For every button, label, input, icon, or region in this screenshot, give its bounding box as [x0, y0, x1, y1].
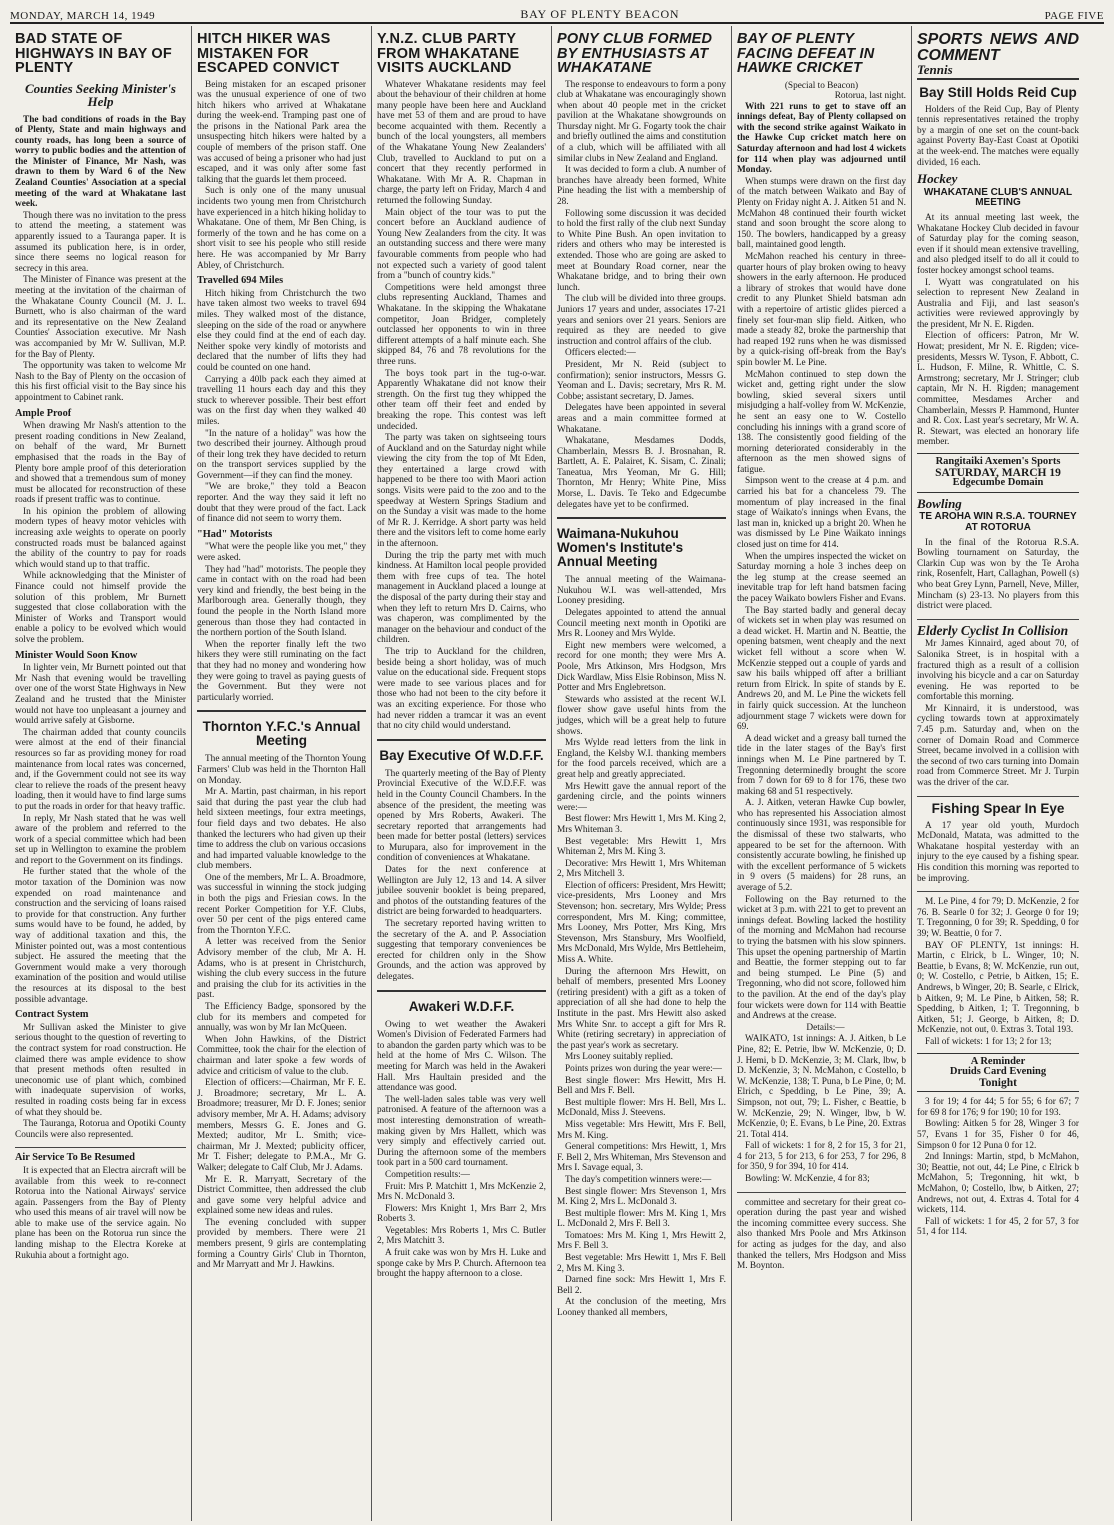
paragraph: A fruit cake was won by Mrs H. Luke and sponge cake by Mrs P. Church. Afternoon tea brought the happy afternoon to a close.	[377, 1248, 546, 1280]
divider	[377, 739, 546, 741]
divider	[557, 517, 726, 519]
headline-hawke-cricket: BAY OF PLENTY FACING DEFEAT IN HAWKE CRICKET	[737, 31, 875, 76]
paragraph: The secretary reported having written to the secretary of the A. and P. Association suggesting that temporary conveniences be erected for children only in the Show Grounds, and the action was approved by delegates.	[377, 919, 546, 982]
paragraph: Best single flower: Mrs Hewitt, Mrs H. Bell and Mrs F. Bell.	[557, 1075, 726, 1097]
paragraph: Best multiple flower: Mrs H. Bell, Mrs L. McDonald, Miss J. Steevens.	[557, 1097, 726, 1119]
subheading: Minister Would Soon Know	[15, 649, 138, 661]
notice-line: Tonight	[979, 1076, 1017, 1089]
paragraph: Election of officers: Patron, Mr W. Howat; president, Mr N. E. Rigden; vice-presidents, Messrs W. Tyson, F. Abbott, C. L. Hudson, F. Milne, R. Whittle, C. S. Armstrong; secretary, Mr J. Stringer; club captain, Mr N. H. Rigden; management committee, Mesdames Archer and Chamberlain, Messrs P. Hammond, Hunter and R. Cox. Last year's secretary, Mr W. A. R. Stewart, was elected an honorary life member.	[917, 331, 1079, 448]
paragraph: Stewards who assisted at the recent W.I. flower show gave useful hints from the judges, which will be a great help to future shows.	[557, 694, 726, 737]
paragraph: Details:—	[806, 1022, 845, 1033]
scorecard-text: BAY OF PLENTY, 1st innings: H. Martin, c Elrick, b L. Winger, 10; N. Beattie, b Evans, 8; W. McKenzie, run out, 0; W. Costello, c Petrie, b Aitken, 15; E. Andrews, b Winger, 20; B. Searle, c Elrick, b Aitken, 9; M. Le Pine, b Aitken, 58; R. Spedding, b Aitken, 1; T. Tregonning, b Aitken, 51; J. George, b Aitken, 8; D. McKenzie, not out, 0. Extras 3. Total 193.	[917, 940, 1079, 1036]
paragraph: "What were the people like you met," they were asked.	[197, 542, 366, 564]
subheading: Travelled 694 Miles	[197, 275, 284, 287]
notice-axemen	[917, 453, 1079, 493]
divider	[197, 710, 366, 712]
paragraph: The annual meeting of the Thornton Young Farmers' Club was held in the Thornton Hall on Monday.	[197, 754, 366, 786]
divider	[737, 1192, 906, 1193]
paragraph: Hitch hiking from Christchurch the two have taken almost two weeks to travel 694 miles. They walked most of the distance, sleeping on the side of the road or anywhere else they could find at the end of each day. Neither spoke very kindly of motorists and declared that the number of lifts they had could be counted on one hand.	[197, 288, 366, 373]
headline-awakeri: Awakeri W.D.F.F.	[408, 998, 515, 1014]
scorecard-text: Fall of wickets: 1 for 13; 2 for 13;	[925, 1036, 1052, 1047]
paragraph: Mrs Hewitt gave the annual report of the gardening circle, and the points winners were:—	[557, 781, 726, 813]
paragraph: Delegates have been appointed in several areas and a main committee formed at Whakatane.	[557, 403, 726, 435]
paragraph: Though there was no invitation to the press to attend the meeting, a statement was apparently issued to a Tauranga paper. It is assumed its publication here, is in order, since there seems no logical reason for secrecy in this area.	[15, 210, 186, 274]
paragraph: The Minister of Finance was present at the meeting at the invitation of the chairman of the Whakatane County Council (M. J. L. Burnett, who is also chairman of the ward and its representative on the New Zealand Counties' Association executive. Mr Nash was accompanied by Mr W. Sullivan, M.P. for the Bay of Plenty.	[15, 275, 186, 360]
paragraph: In lighter vein, Mr Burnett pointed out that Mr Nash that evening would be travelling over one of the worst State Highways in New Zealand and he trusted that the Minister would not have too unpleasant a journey and would arrive safely at Gisborne.	[15, 663, 186, 727]
paragraph: The day's competition winners were:—	[565, 1174, 712, 1185]
paragraph: Following on the Bay returned to the wicket at 3 p.m. with 221 to get to prevent an innings defeat. Bowling lacked the hostility of the morning and McMahon had recourse to trying the batsmen with his slow spinners. This upset the opening partnership of Martin and Beattie, the former stepping out to far and being stumped. Le Pine (5) and Tregonning, who did not score, followed him to the pavilion. At the end of the day's play four wickets were down for 114 with Beattie and Andrews at the crease.	[737, 894, 906, 1022]
special-credit: (Special to Beacon)	[784, 80, 859, 91]
paragraph: When drawing Mr Nash's attention to the present roading conditions in New Zealand, on behalf of the ward, Mr Burnett emphasised that the roads in the Bay of Plenty bore ample proof of this deterioration and showed that a tremendous sum of money must be allocated for reconstruction of these roads if present traffic was to continue.	[15, 421, 186, 506]
paragraph: The opportunity was taken to welcome Mr Nash to the Bay of Plenty on the occasion of this his first official visit to the Bay since his appointment to Cabinet rank.	[15, 361, 186, 403]
headline-te-aroha: TE AROHA WIN R.S.A. TOURNEY AT ROTORUA	[919, 511, 1077, 533]
headline-whakatane-club: WHAKATANE CLUB'S ANNUAL MEETING	[923, 186, 1073, 209]
lead-paragraph: The bad conditions of roads in the Bay of Plenty, State and main highways and county roads, has long been a source of worry to public bodies and the attention of the Minister of Finance, Mr Nash, was drawn to them by Ward 6 of the New Zealand Counties' Association at a special meeting of the ward at Whakatane last week.	[15, 114, 186, 210]
paragraph: The Tauranga, Rotorua and Opotiki County Councils were also represented.	[15, 1119, 186, 1140]
paragraph: "In the nature of a holiday" was how the two described their journey. Although proud of their long trek they have decided to return on the transport services supplied by the Government—if they can find the money.	[197, 428, 366, 481]
scorecard-text: Bowling: Aitken 5 for 28, Winger 3 for 57, Evans 1 for 35, Fisher 0 for 46, Simpson 0 for 12 Puna 0 for 12.	[917, 1119, 1079, 1151]
paragraph: When stumps were drawn on the first day of the match between Waikato and Bay of Plenty on Friday night A. J. Aitken 51 and N. McMahon 48 continued their fourth wicket stand and soon brought the score along to 150. The bowlers, handicapped by a greasy ball, maintained good length.	[737, 176, 906, 251]
paragraph: Whakatane, Mesdames Dodds, Chamberlain, Messrs B. J. Brosnahan, R. Bartlett, A. E. Palairet, K. Sisam, C. Zinali; Taneatua, Mrs Yeoman, Mr G. Hill; Thornton, Mr Henry; White Pine, Miss Morse, L. Davis. Te Teko and Edgecumbe delegates have yet to be confirmed.	[557, 436, 726, 510]
paragraph: In the final of the Rotorua R.S.A. Bowling tournament on Saturday, the Clarkin Cup was won by the Te Aroha rink, Rosenfelt, Hart, Callaghan, Powell (s) who beat Grey Lynn, Parnell, Neve, Miller, Mincham (s) 23-13. No players from this district were placed.	[917, 537, 1079, 612]
paragraph: Darned fine sock: Mrs Hewitt 1, Mrs F. Bell 2.	[557, 1275, 726, 1296]
paragraph: Tomatoes: Mrs M. King 1, Mrs Hewitt 2, Mrs F. Bell 3.	[557, 1230, 726, 1252]
paragraph: committee and secretary for their great co-operation during the past year and wished the incoming committee every success. She also thanked Mrs Poole and Mrs Atkinson for acting as judges for the day, and also thanked the tellers, Mrs Hodgson and Miss M. Boynton.	[737, 1197, 906, 1272]
paragraph: Being mistaken for an escaped prisoner was the unusual experience of one of two hitch hikers who arrived at Whakatane during the week-end. Tramping past one of the prisons in the National Park area the unsuspecting hitch hikers were halted by a couple of members of the prison staff. One was accused of being a prisoner who had just escaped, and it was only after some fast talking that the guards let them proceed.	[197, 79, 366, 185]
headline-ynz-club: Y.N.Z. CLUB PARTY FROM WHAKATANE VISITS AUCKLAND	[377, 31, 520, 76]
paragraph: Officers elected:—	[565, 348, 636, 359]
headline-thornton: Thornton Y.F.C.'s Annual Meeting	[202, 719, 361, 749]
paragraph: Best vegetable: Mrs Hewitt 1, Mrs F. Bell 2, Mrs M. King 3.	[557, 1253, 726, 1274]
column-4	[552, 26, 732, 1521]
paragraph: Whatever Whakatane residents may feel about the behaviour of their children at home many people have been here and Auckland have met 53 of them and are proud to have become acquainted with them. Recently a bunch of the local youngsters, all members of the Whakatane Young New Zealanders' Club, travelled to Auckland to put on a concert that they recently performed in Whakatane. With Mr A. R. Chapman in charge, the party left on Friday, March 4 and returned the following Sunday.	[377, 79, 546, 207]
column-3	[372, 26, 552, 1521]
paragraph: Flowers: Mrs Knight 1, Mrs Barr 2, Mrs Roberts 3.	[377, 1203, 546, 1225]
paragraph: He further stated that the whole of the motor taxation of the Dominion was now expended on road maintenance and construction and the servicing of loans raised to provide for that construction. Any further sums would have to be found, he added, by way of additional taxation and this, the Minister pointed out, was a most contentious subject. He assured the meeting that the Government would make a very thorough examination of the position and would utilise the resources at its disposal to the best possible advantage.	[15, 867, 186, 1005]
paragraph: It was decided to form a club. A number of branches have already been formed, White Pine heading the list with a membership of 28.	[557, 165, 726, 208]
paragraph: Competition results:—	[385, 1169, 470, 1180]
paragraph: The party was taken on sightseeing tours of Auckland and on the Saturday night while viewing the city from the top of Mt Eden, they entertained a large crowd with happened to be there too with Maori action songs. Visits were paid to the zoo and to the speedway at Western Springs Stadium and on the Sunday a visit was made to the home of Mr R. J. Kerridge. A short party was held there and the visitors left to come home early in the afternoon.	[377, 433, 546, 550]
divider	[15, 1147, 186, 1148]
paragraph: Election of officers: President, Mrs Hewitt; vice-presidents, Mrs Looney and Mrs Stevenson; hon. secretary, Mrs Wylde; Press correspondent, Mrs M. King; committee, Mrs Looney, Mrs Potter, Mrs King, Mrs Stevenson, Mrs Stansbury, Mrs Woolfield, Mrs McDonald, Mrs Wylde, Mrs Bettleheim, Miss A. White.	[557, 880, 726, 966]
paragraph: During the trip the party met with much kindness. At Hamilton local people provided them with free cups of tea. The hotel management in Auckland placed a lounge at the disposal of the party during their stay and when they left to return Mrs D. Cairns, who was chaperon, was complimented by the manager on the behaviour and conduct of the children.	[377, 550, 546, 646]
notice-line: SATURDAY, MARCH 19	[935, 466, 1061, 479]
paragraph: Owing to wet weather the Awakeri Women's Division of Federated Farmers had to abandon the garden party which was to be held at the home of Mrs C. Wilson. The meeting for March was held in the Awakeri Hall. Mrs Haultain presided and the attendance was good.	[377, 1019, 546, 1094]
paragraph: Vegetables: Mrs Roberts 1, Mrs C. Butler 2, Mrs Matchitt 3.	[377, 1225, 546, 1247]
paragraph: The trip to Auckland for the children, beside being a short holiday, was of much value on the educational side. Frequent stops were made to see various places and for those who had not been to the city before it was an exciting experience. For those who had never ridden a tramcar it was an event that no city child would understand.	[377, 646, 546, 732]
columns	[10, 26, 1104, 1521]
paragraph: Best flower: Mrs Hewitt 1, Mrs M. King 2, Mrs Whiteman 3.	[557, 814, 726, 835]
paragraph: I. Wyatt was congratulated on his selection to represent New Zealand in Australia and Fiji, and last season's activities were reviewed approvingly by the president, Mr N. E. Rigden.	[917, 277, 1079, 330]
subheading: Contract System	[15, 1009, 89, 1021]
column-6	[912, 26, 1084, 1521]
paragraph: General competitions: Mrs Hewitt, 1, Mrs F. Bell 2, Mrs Whiteman, Mrs Stevenson and Mrs I. Savage equal, 3.	[557, 1142, 726, 1174]
scorecard-text: M. Le Pine, 4 for 79; D. McKenzie, 2 for 76. B. Searle 0 for 32; J. George 0 for 19; T. Tregonning, 0 for 39; R. Spedding, 0 for 39; W. Beattie, 0 for 7.	[917, 897, 1079, 939]
headline-waimana: Waimana-Nukuhou Women's Institute's Annual Meeting	[557, 526, 684, 570]
divider	[377, 990, 546, 992]
paragraph: Decorative: Mrs Hewitt 1, Mrs Whiteman 2, Mrs Mitchell 3.	[557, 858, 726, 880]
paragraph: When the reporter finally left the two hikers they were still ruminating on the fact that they had no money and wondering how they were going to travel as paying guests of the Government. But they were not particularly worried.	[197, 639, 366, 703]
scorecard-text: Fall of wickets: 1 for 45, 2 for 57, 3 for 51, 4 for 114.	[917, 1216, 1079, 1238]
paragraph: When John Hawkins, of the District Committee, took the chair for the election of chairman and later spoke a few words of advice and criticism of value to the club.	[197, 1034, 366, 1077]
notice-line: Druids Card Evening	[949, 1066, 1047, 1078]
paragraph: At the conclusion of the meeting, Mrs Looney thanked all members,	[557, 1297, 726, 1319]
paragraph: Best single flower: Mrs Stevenson 1, Mrs M. King 2, Mrs L. McDonald 3.	[557, 1186, 726, 1208]
headline-highways: BAD STATE OF HIGHWAYS IN BAY OF PLENTY	[15, 31, 172, 76]
lead-paragraph: With 221 runs to get to stave off an innings defeat, Bay of Plenty collapsed on with the second strike against Waikato in the Hawke Cup cricket match here on Saturday afternoon and had lost 4 wickets for 114 when play was adjourned until Monday.	[737, 101, 906, 176]
subheading: "Had" Motorists	[197, 528, 273, 540]
notice-line: Rangitaiki Axemen's Sports	[935, 456, 1061, 467]
paragraph: A dead wicket and a greasy ball turned the tide in the later stages of the Bay's first innings when M. Le Pine partnered by T. Tregonning determinedly brought the score from 7 down for 69 to 8 for 176, these two making 68 and 51 respectively.	[737, 733, 906, 797]
deck-counties: Counties Seeking Minister's Help	[25, 80, 176, 109]
paragraph: Mr James Kinnaird, aged about 70, of Salonika Street, is in hospital with a fractured thigh as a result of a collision involving his bicycle and a car on Saturday evening. He was reported to be comfortable this morning.	[917, 639, 1079, 703]
subheading: Ample Proof	[15, 407, 72, 419]
paragraph: Such is only one of the many unusual incidents two young men from Christchurch have experienced in a hitch hiking holiday to Whakatane. One of them, Mr Ben Ching, is formerly of the town and he has come on a short visit to see his people who still reside here. He was accompanied by Mr Barry Abley, of Christchurch.	[197, 186, 366, 271]
scorecard-text: 2nd Innings: Martin, stpd, b McMahon, 30; Beattie, not out, 44; Le Pine, c Elrick b McMahon, 5; Tregonning, hit wkt, b McMahon, 0; Costello, lbw, b Aitken, 27; Andrews, not out, 4. Extras 4. Total for 4 wickets, 114.	[917, 1152, 1079, 1216]
column-5	[732, 26, 912, 1521]
paper-name: BAY OF PLENTY BEACON	[520, 7, 680, 21]
headline-reid-cup: Bay Still Holds Reid Cup	[919, 84, 1077, 100]
paragraph: The response to endeavours to form a pony club at Whakatane was encouragingly shown when about 40 people met in the cricket pavilion at the Whakatane showgrounds on Thursday night. Mr G. Fogarty took the chair and briefly outlined the aims and constitution of a club, which will be affiliated with all similar clubs in New Zealand and England.	[557, 79, 726, 164]
paragraph: The chairman added that county councils were almost at the end of their financial resources so far as providing money for road maintenance from local rates was concerned, and, if the Government could not see its way clear to relieve the roads of the present heavy loading, then it would have to find large sums to put the roads in order for that heavy traffic.	[15, 727, 186, 812]
paragraph: A. J. Aitken, veteran Hawke Cup bowler, who has represented his Association almost continuously since 1931, was responsible for the dismissal of these two stalwarts, who appeared to be set for the afternoon. With consistently accurate bowling, he finished up with the excellent performance of 5 wickets in 9 overs (5 maidens) for 28 runs, an average of 5.2.	[737, 798, 906, 894]
paragraph: A 17 year old youth, Murdoch McDonald, Matata, was admitted to the Whakatane hospital yesterday with an injury to the eye caused by a fishing spear. His condition this morning was reported to be improving.	[917, 820, 1079, 884]
paragraph: Mr A. Martin, past chairman, in his report said that during the past year the club had held sixteen meetings, four extra meetings, four field days and two debates. He also thanked the lecturers who had given up their time to address the club on various occasions and had imparted valuable knowledge to the club members.	[197, 787, 366, 872]
issue-date: MONDAY, MARCH 14, 1949	[10, 10, 156, 22]
paragraph: Mrs Looney suitably replied.	[565, 1052, 673, 1063]
paragraph: McMahon reached his century in three-quarter hours of play broken owing to heavy showers in the early afternoon. He produced a library of strokes that would have done credit to any Plunket Shield batsman adn with a repertoire of artistic glides pierced a finely set four-man slip field. Aitken, who made a steady 82, broke the partnership that had reaped 192 runs when he was dismissed by a quick-rising off-break from the Bay's spin bowler M. Le Pine.	[737, 252, 906, 368]
paragraph: Best multiple flower: Mrs M. King 1, Mrs L. McDonald 2, Mrs F. Bell 3.	[557, 1208, 726, 1230]
paragraph: Delegates appointed to attend the annual Council meeting next month in Opotiki are Mrs R. Looney and Mrs Wylde.	[557, 608, 726, 640]
paragraph: Election of officers:—Chairman, Mr F. E. J. Broadmore; secretary, Mr L. A. Broadmore; treasurer, Mr D. F. Jones; senior advisory member, Mr A. H. Adams; advisory members, Messrs G. E. Jones and G. Mexted; auditor, Mr L. Smith; vice-chairman, Mr J. Mexted; publicity officer, Mr T. Fisher; delegate to P.M.A., Mr G. Walker; delegate to Calf Club, Mr J. Adams.	[197, 1078, 366, 1173]
notice-line: A Reminder	[970, 1055, 1026, 1067]
paragraph: In his opinion the problem of allowing modern types of heavy motor vehicles with increasing axle weights to operate on poorly constructed roads must be balanced against the ability of the country to pay for roads which would stand up to that traffic.	[15, 506, 186, 570]
headline-fishing-spear: Fishing Spear In Eye	[931, 800, 1065, 816]
headline-hitch-hiker: HITCH HIKER WAS MISTAKEN FOR ESCAPED CONVICT	[197, 31, 340, 76]
paragraph: At its annual meeting last week, the Whakatane Hockey Club decided in favour of Saturday play for the coming season, even if it should mean extensive travelling, and also pledged itself to do all it could to foster hockey amongst school teams.	[917, 212, 1079, 276]
paragraph: Miss vegetable: Mrs Hewitt, Mrs F. Bell, Mrs M. King.	[557, 1119, 726, 1141]
paragraph: Carrying a 40lb pack each they aimed at travelling 11 hours each day and this they stuck to wherever possible. Their best effort was on the first day when they walked 40 miles.	[197, 374, 366, 427]
column-1	[10, 26, 192, 1521]
paragraph: Eight new members were welcomed, a record for one month; they were Mrs A. Poole, Mrs Atkinson, Mrs Hodgson, Mrs Dick Wardlaw, Miss Elsie Robinson, Miss N. Potter and Mrs Englebretson.	[557, 640, 726, 694]
paragraph: The Bay started badly and general decay of wickets set in when play was resumed on a dead wicket. H. Martin and N. Beattie, the opening batsmen, went cheaply and the next wicket fell without a score when W. McKenzie stepped out a couple of yards and saw his bails whipped off after a brilliant return from Elrick. In spite of stands by E. Andrews 20, and M. Le Pine the wickets fell in fairly quick succession. At the luncheon adjournment stage 7 wickets were down for 69.	[737, 605, 906, 733]
paragraph: Fall of wickets: 1 for 8, 2 for 15, 3 for 21, 4 for 213, 5 for 213, 6 for 253, 7 for 296, 8 for 350, 9 for 394, 10 for 414.	[737, 1141, 906, 1173]
paragraph: In reply, Mr Nash stated that he was well aware of the problem and referred to the work of a special committee which had been set up in Wellington to examine the problem and report to the Government on its findings.	[15, 813, 186, 866]
paragraph: The Efficiency Badge, sponsored by the club for its members and competed for annually, was won by Mr Ian McQueen.	[197, 1002, 366, 1034]
paragraph: Competitions were held amongst three clubs representing Auckland, Thames and Whakatane. In the skipping the Whakatane competitor, Joan Bridger, completely outclassed her opponents to win in three different attempts of a half minute each. She skipped 84, 76 and 78 revolutions for the three runs.	[377, 282, 546, 367]
paragraph: One of the members, Mr L. A. Broadmore, was successful in winning the stock judging in both the pigs and Friesian cows. In the recent Porker Competition for Y.F. Clubs, over 50 per cent of the pigs entered came from the Thornton Y.F.C.	[197, 872, 366, 936]
masthead	[10, 4, 1104, 24]
paragraph: It is expected that an Electra aircraft will be available from this week to re-connect Rotorua into the National Airways' service again. Passengers from the Bay of Plenty who used this means of air travel will now be able to make use of the service again. No plane has been on the Rotorua run since the landing mishap to the Electra Koreke at Rukuhia about a fortnight ago.	[15, 1165, 186, 1261]
paragraph: Mr Kinnaird, it is understood, was cycling towards town at approximately 7.45 p.m. Saturday and, when on the corner of Domain Road and Commerce Street, became involved in a collision with the second of two cars turning into Domain road from Commerce Street. Mr J. Turpin was the driver of the car.	[917, 703, 1079, 789]
scorecard-text: 3 for 19; 4 for 44; 5 for 55; 6 for 67; 7 for 69 8 for 176; 9 for 190; 10 for 193.	[917, 1097, 1079, 1118]
paragraph: Fruit: Mrs P. Matchitt 1, Mrs McKenzie 2, Mrs N. McDonald 3.	[377, 1181, 546, 1203]
paragraph: McMahon continued to step down the wicket and, getting right under the slow bowling, skied several sixers until misjudging a half-volley from W. McKenzie, he sent an easy one to W. Costello concluding his innings with a grand score of 138. The consistently good fielding of the morning deteriorated considerably in the afternoon as the men showed signs of fatigue.	[737, 369, 906, 475]
paragraph: President, Mr N. Reid (subject to confirmation); senior instructors, Messrs G. Yeoman and L. Davis; secretary, Mrs R. M. Cobbe; assistant secretary, D. James.	[557, 359, 726, 402]
paragraph: During the afternoon Mrs Hewitt, on behalf of members, presented Mrs Looney (retiring president) with a gift as a token of appreciation of all she had done to help the Institute in the past. Mrs Hewitt also asked Mrs White Snr. to accept a gift for Mrs R. White (retiring secretary) in appreciation of the past year's work as secretary.	[557, 966, 726, 1051]
paragraph: The club will be divided into three groups. Juniors 17 years and under, associates 17-21 years and seniors over 21 years. Seniors are required as they are needed to give instruction and control affairs of the club.	[557, 294, 726, 347]
divider	[917, 619, 1079, 620]
section-label-bowling: Bowling	[917, 495, 962, 511]
headline-cyclist: Elderly Cyclist In Collision	[917, 622, 1069, 638]
subheading: Air Service To Be Resumed	[15, 1152, 135, 1164]
paragraph: Main object of the tour was to put the concert before an Auckland audience of Young New Zealanders from the city. It was an outstanding success and there were many favourable comments from people who had not expected such a variety of good talent from a "bunch of country kids."	[377, 207, 546, 282]
paragraph: "We are broke," they told a Beacon reporter. And the way they said it left no doubt that they were proud of the fact. Lack of finance did not seem to worry them.	[197, 482, 366, 525]
paragraph: Best vegetable: Mrs Hewitt 1, Mrs Whiteman 2, Mrs M. King 3.	[557, 836, 726, 858]
divider	[917, 891, 1079, 892]
headline-pony-club: PONY CLUB FORMED BY ENTHUSIASTS AT WHAKATANE	[557, 31, 713, 76]
dateline: Rotorua, last night.	[834, 91, 906, 102]
paragraph: Mrs Wylde read letters from the link in England, the Kelsby W.I. thanking members for the food parcels received, which are a great help and greatly appreciated.	[557, 738, 726, 780]
paragraph: Points prizes won during the year were:—	[565, 1063, 722, 1074]
paragraph: When the umpires inspected the wicket on Saturday morning a hole 3 inches deep on the leg stump at the crease seemed an inevitable trap for left hand batsmen facing the pacey Waikato bowlers Fisher and Evans.	[737, 551, 906, 604]
paragraph: While acknowledging that the Minister of Finance could not himself provide the solution of this problem, Mr Burnett suggested that close collaboration with the Minister of Works and Transport would enable a policy to be evolved which would solve the problem.	[15, 571, 186, 645]
page-number: PAGE FIVE	[1044, 10, 1104, 22]
section-label-hockey: Hockey	[917, 171, 958, 187]
paragraph: The annual meeting of the Waimana-Nukuhou W.I. was well-attended, Mrs Looney presiding.	[557, 575, 726, 607]
paragraph: Following some discussion it was decided to hold the first rally of the club next Sunday to White Pine Bush. An open invitation to riders and others who may be interested is extended. Those who are going are asked to meet at Boundary Road corner, near the Whakatane bridge, and to bring their own lunch.	[557, 208, 726, 293]
paragraph: They had "had" motorists. The people they came in contact with on the road had been very kind and friendly, the best being in the Marlborough area. Generally though, they found the people in the North Island more generous than those they had contacted in the northern portion of the South Island.	[197, 564, 366, 639]
sports-section-title: SPORTS NEWS AND COMMENT	[917, 31, 1079, 64]
section-label-tennis: Tennis	[917, 65, 1079, 80]
paragraph: Dates for the next conference at Wellington are July 12, 13 and 14. A silver jubilee souvenir booklet is being prepared, and photos of the outstanding features of the district are being forwarded to headquarters.	[377, 865, 546, 918]
notice-druids	[917, 1053, 1079, 1093]
paragraph: The boys took part in the tug-o-war. Apparently Whakatane did not know their strength. On the first tug they whipped the other team off their feet and ended by breaking the rope. This contest was left undecided.	[377, 368, 546, 432]
paragraph: The quarterly meeting of the Bay of Plenty Provincial Executive of the W.D.F.F. was held in the County Council Chambers. In the absence of the president, the meeting was opened by Mrs Roberts, Awakeri. The secretary reported that arrangements had been made for better postal (letters) services to Murupara, also for improvement in the condition of conveniences at Whakatane.	[377, 768, 546, 864]
paragraph: Mr E. R. Marryatt, Secretary of the District Committee, then addressed the club and gave some very helpful advice and explained some new ideas and rules.	[197, 1174, 366, 1217]
divider	[917, 796, 1079, 797]
paragraph: WAIKATO, 1st innings: A. J. Aitken, b Le Pine, 82; E. Petrie, lbw W. McKenzie, 0; D. J. Hemi, b D. McKenzie, 3; M. Clark, lbw, b D. McKenzie, 3; N. McMahon, c Costello, b W. McKenzie, 138; T. Puna, b Le Pine, 0; M. Elrich, c Spedding, b Le Pine, 39; A. Simpson, not out, 79; L. Fisher, c Beattie, b W. McKenzie, 29; N. Winger, lbw, b W. McKenzie, 0; E. Evans, b Le Pine, 20. Extras 21. Total 414.	[737, 1034, 906, 1140]
headline-bay-executive: Bay Executive Of W.D.F.F.	[379, 747, 544, 763]
column-2	[192, 26, 372, 1521]
notice-line: Edgecumbe Domain	[952, 477, 1044, 489]
paragraph: Mr Sullivan asked the Minister to give serious thought to the question of reverting to the contract system for road construction. He claimed there was ample evidence to show that present methods often resulted in uneconomic use of plant which, combined with inadequate supervision of works, resulted in roading costs being far in excess of what they should be.	[15, 1022, 186, 1118]
paragraph: Bowling: W. McKenzie, 4 for 83;	[745, 1174, 870, 1185]
paragraph: A letter was received from the Senior Advisory member of the club, Mr A. H. Adams, who is at present in Christchurch, wishing the club every success in the future and praising the club for its activities in the past.	[197, 937, 366, 1001]
paragraph: Simpson went to the crease at 4 p.m. and carried his bat for a chanceless 79. The momentum of play increased in the final stage of Waikato's innings when Evans, the last man in, knicked up a bright 20. When he was dismissed by Le Pine Waikato innings closed just on time for 414.	[737, 476, 906, 551]
paragraph: The well-laden sales table was very well patronised. A feature of the afternoon was a most interesting demonstration of wreath-making given by Mrs Hallett, which was very simply and effectively carried out. During the afternoon some of the members took part in a 500 card tournament.	[377, 1094, 546, 1169]
paragraph: Holders of the Reid Cup, Bay of Plenty tennis representatives retained the trophy by a margin of one set on the count-back against Poverty Bay-East Coast at Opotiki at the week-end. The matches were equally divided, 16 each.	[917, 104, 1079, 168]
paragraph: The evening concluded with supper provided by members. There were 21 members present, 9 girls are contemplating forming a Country Girls' Club in Thornton, and Mr Marryatt and Mr J. Hawkins.	[197, 1217, 366, 1271]
